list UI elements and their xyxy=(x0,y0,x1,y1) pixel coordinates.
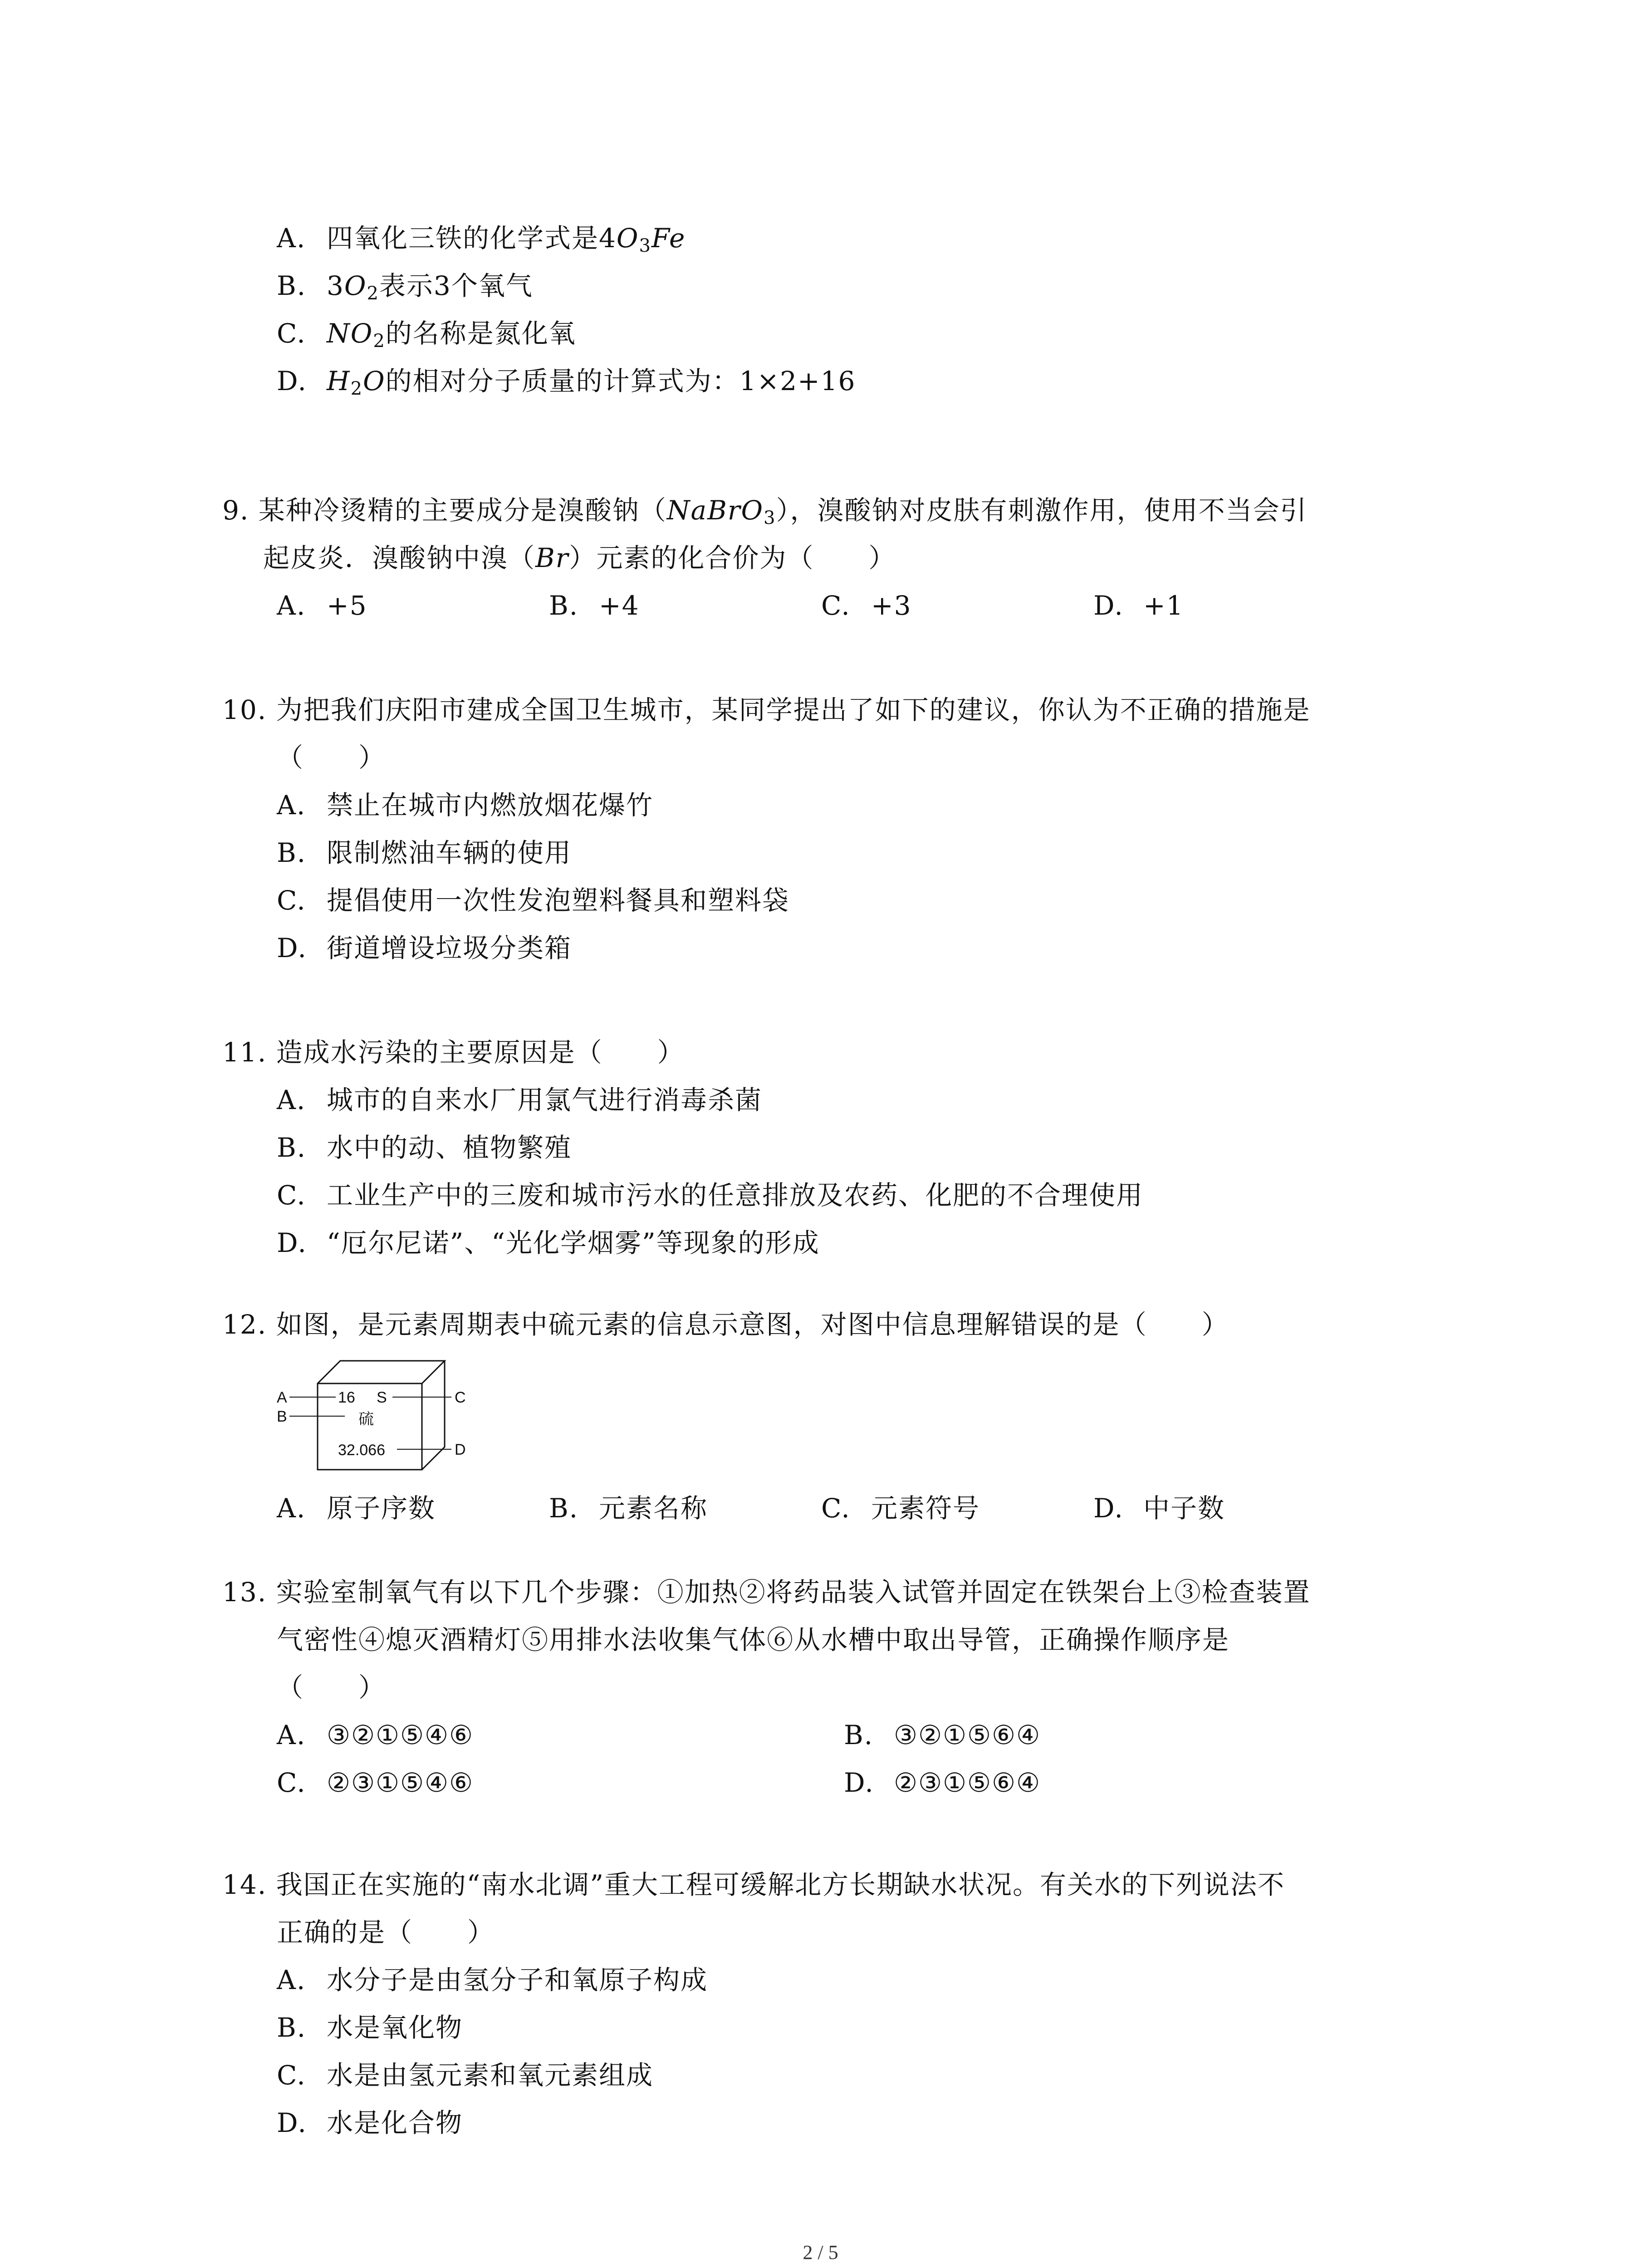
q11-option-d: D. “厄尔尼诺”、“光化学烟雾”等现象的形成 xyxy=(277,1227,820,1258)
q11-option-c: C. 工业生产中的三废和城市污水的任意排放及农药、化肥的不合理使用 xyxy=(277,1180,1144,1211)
pointer-label-d: D xyxy=(455,1441,466,1458)
element-name: 硫 xyxy=(358,1411,374,1428)
q14-stem-line2: 正确的是（ ） xyxy=(277,1917,495,1948)
q12-option-b: B. 元素名称 xyxy=(549,1493,708,1524)
atomic-number: 16 xyxy=(338,1389,355,1406)
q8-option-b: B. $3O_2$表示3个氧气 xyxy=(277,270,533,304)
q13-option-b: B. ③②①⑤⑥④ xyxy=(844,1720,1041,1750)
q12-stem: 12. 如图，是元素周期表中硫元素的信息示意图，对图中信息理解错误的是（ ） xyxy=(222,1309,1229,1340)
q10-stem-line1: 10. 为把我们庆阳市建成全国卫生城市，某同学提出了如下的建议，你认为不正确的措施是 xyxy=(222,694,1311,725)
pointer-label-a: A xyxy=(277,1389,287,1406)
q9-option-c: C. +3 xyxy=(821,590,912,621)
element-card-side xyxy=(422,1361,445,1470)
q12-option-c: C. 元素符号 xyxy=(821,1493,980,1524)
q8-option-a: A. 四氧化三铁的化学式是$4O_3Fe$ xyxy=(277,223,686,256)
sulfur-element-svg xyxy=(277,1352,490,1474)
q10-option-d: D. 街道增设垃圾分类箱 xyxy=(277,933,572,963)
q13-option-d: D. ②③①⑤⑥④ xyxy=(844,1767,1041,1798)
q11-option-a: A. 城市的自来水厂用氯气进行消毒杀菌 xyxy=(277,1085,763,1115)
atomic-mass: 32.066 xyxy=(338,1442,385,1459)
q14-option-d: D. 水是化合物 xyxy=(277,2107,463,2138)
q10-option-c: C. 提倡使用一次性发泡塑料餐具和塑料袋 xyxy=(277,885,790,916)
q14-option-c: C. 水是由氢元素和氧元素组成 xyxy=(277,2060,654,2091)
q10-stem-line2: （ ） xyxy=(277,742,386,773)
q14-stem-line1: 14. 我国正在实施的“南水北调”重大工程可缓解北方长期缺水状况。有关水的下列说法不 xyxy=(222,1869,1285,1900)
q13-stem-line2: 气密性④熄灭酒精灯⑤用排水法收集气体⑥从水槽中取出导管，正确操作顺序是 xyxy=(277,1624,1230,1655)
q13-option-c: C. ②③①⑤④⑥ xyxy=(277,1767,474,1798)
q10-option-b: B. 限制燃油车辆的使用 xyxy=(277,837,572,868)
q13-stem-line3: （ ） xyxy=(277,1672,386,1703)
q8-option-c: C. $NO_2$的名称是氮化氧 xyxy=(277,318,576,352)
q9-option-a: A. +5 xyxy=(277,590,367,621)
q12-option-a: A. 原子序数 xyxy=(277,1493,436,1524)
q11-option-b: B. 水中的动、植物繁殖 xyxy=(277,1132,572,1163)
q9-stem-line2: 起皮炎．溴酸钠中溴（Br）元素的化合价为（ ） xyxy=(263,543,896,573)
pointer-label-c: C xyxy=(455,1389,466,1406)
element-symbol: S xyxy=(377,1389,387,1406)
q14-option-b: B. 水是氧化物 xyxy=(277,2012,463,2043)
q8-option-d: D. $H_2O$的相对分子质量的计算式为：1×2+16 xyxy=(277,366,856,399)
q13-option-a: A. ③②①⑤④⑥ xyxy=(277,1720,474,1750)
q9-option-d: D. +1 xyxy=(1093,590,1184,621)
page-number: 2 / 5 xyxy=(803,2241,838,2263)
element-card-top xyxy=(318,1361,445,1383)
q11-stem: 11. 造成水污染的主要原因是（ ） xyxy=(222,1037,685,1068)
q12-option-d: D. 中子数 xyxy=(1093,1493,1225,1524)
q10-option-a: A. 禁止在城市内燃放烟花爆竹 xyxy=(277,790,654,821)
q14-option-a: A. 水分子是由氢分子和氧原子构成 xyxy=(277,1965,708,1995)
q9-option-b: B. +4 xyxy=(549,590,640,621)
sulfur-element-diagram xyxy=(277,1352,490,1474)
q13-stem-line1: 13. 实验室制氧气有以下几个步骤：①加热②将药品装入试管并固定在铁架台上③检查装置 xyxy=(222,1577,1311,1608)
q9-stem-line1: 9. 某种冷烫精的主要成分是溴酸钠（NaBrO$_3$），溴酸钠对皮肤有刺激作用，使用不当会引 xyxy=(222,495,1308,528)
pointer-label-b: B xyxy=(277,1408,287,1425)
